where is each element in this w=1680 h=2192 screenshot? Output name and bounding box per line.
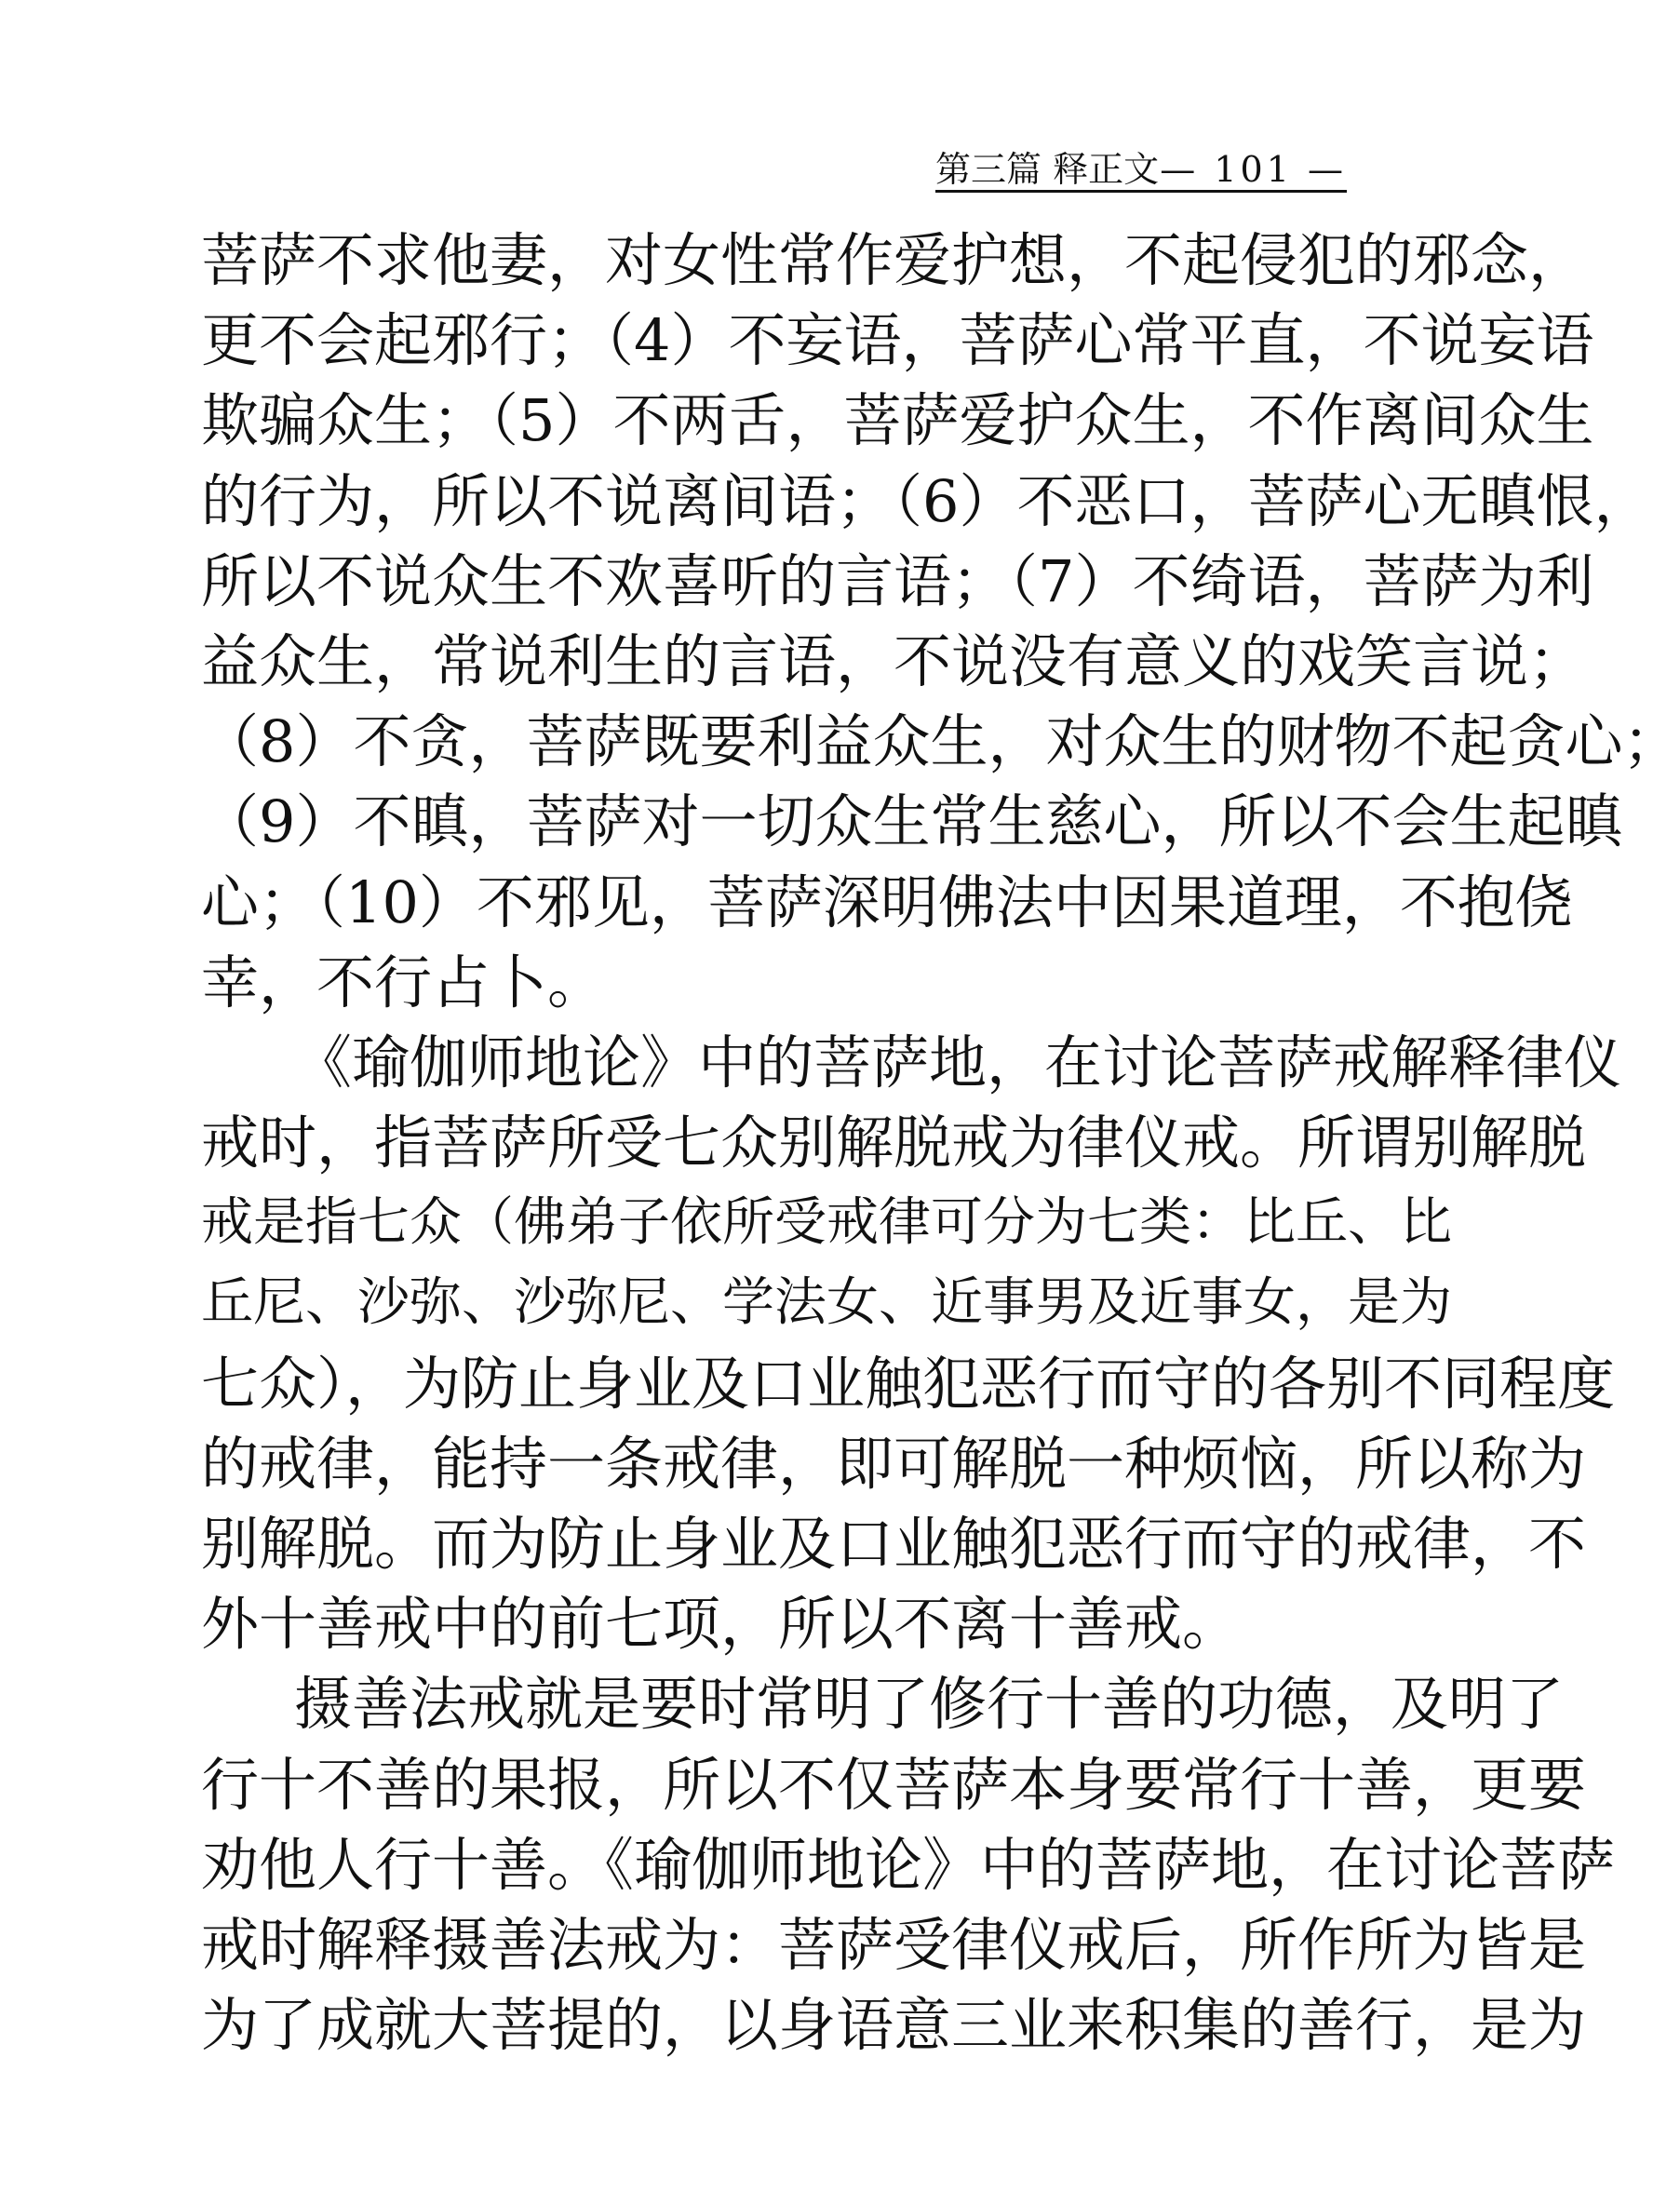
text-line: 摄善法戒就是要时常明了修行十善的功德，及明了	[294, 1670, 1565, 1739]
text-line: 菩萨不求他妻，对女性常作爱护想，不起侵犯的邪念，	[201, 226, 1587, 294]
text-line: 心；（10）不邪见，菩萨深明佛法中因果道理，不抱侥	[201, 867, 1573, 936]
text-line: 别解脱。而为防止身业及口业触犯恶行而守的戒律，不	[201, 1510, 1587, 1578]
text-line: 更不会起邪行；（4）不妄语，菩萨心常平直，不说妄语	[201, 306, 1594, 375]
text-line: 为了成就大菩提的，以身语意三业来积集的善行，是为	[201, 1991, 1587, 2060]
paragraph	[201, 1023, 1622, 1665]
text-line: 的戒律，能持一条戒律，即可解脱一种烦恼，所以称为	[201, 1429, 1587, 1498]
text-line: 戒时，指菩萨所受七众别解脱戒为律仪戒。所谓别解脱	[201, 1109, 1587, 1177]
text-line: 所以不说众生不欢喜听的言语；（7）不绮语，菩萨为利	[201, 546, 1594, 615]
text-line: 劝他人行十善。《瑜伽师地论》中的菩萨地，在讨论菩萨	[201, 1830, 1616, 1899]
text-line: 七众），为防止身业及口业触犯恶行而守的各别不同程度	[201, 1349, 1616, 1418]
text-line: 幸，不行占卜。	[201, 948, 606, 1016]
text-line: 丘尼、沙弥、沙弥尼、学法女、近事男及近事女，是为	[201, 1272, 1452, 1334]
paragraph	[201, 1664, 1616, 2065]
text-line: 戒是指七众（佛弟子依所受戒律可分为七类：比丘、比	[201, 1192, 1452, 1254]
section-title: 第三篇 释正文	[935, 149, 1160, 190]
text-line: 《瑜伽师地论》中的菩萨地，在讨论菩萨戒解释律仪	[294, 1028, 1622, 1096]
running-header	[935, 149, 1347, 193]
text-line: （8）不贪，菩萨既要利益众生，对众生的财物不起贪心；	[201, 707, 1680, 776]
text-line: 外十善戒中的前七项，所以不离十善戒。	[201, 1590, 1241, 1659]
text-line: （9）不瞋，菩萨对一切众生常生慈心，所以不会生起瞋	[201, 787, 1623, 856]
text-line: 益众生，常说利生的言语，不说没有意义的戏笑言说；	[201, 626, 1587, 695]
text-line: 行十不善的果报，所以不仅菩萨本身要常行十善，更要	[201, 1750, 1587, 1819]
text-line: 的行为，所以不说离间语；（6）不恶口，菩萨心无瞋恨，	[201, 466, 1652, 535]
text-line: 戒时解释摄善法戒为：菩萨受律仪戒后，所作所为皆是	[201, 1910, 1587, 1979]
paragraph	[201, 221, 1680, 1023]
page-number: — 101 —	[1160, 149, 1347, 190]
body-text	[201, 221, 1680, 2065]
text-line: 欺骗众生；（5）不两舌，菩萨爱护众生，不作离间众生	[201, 386, 1594, 455]
